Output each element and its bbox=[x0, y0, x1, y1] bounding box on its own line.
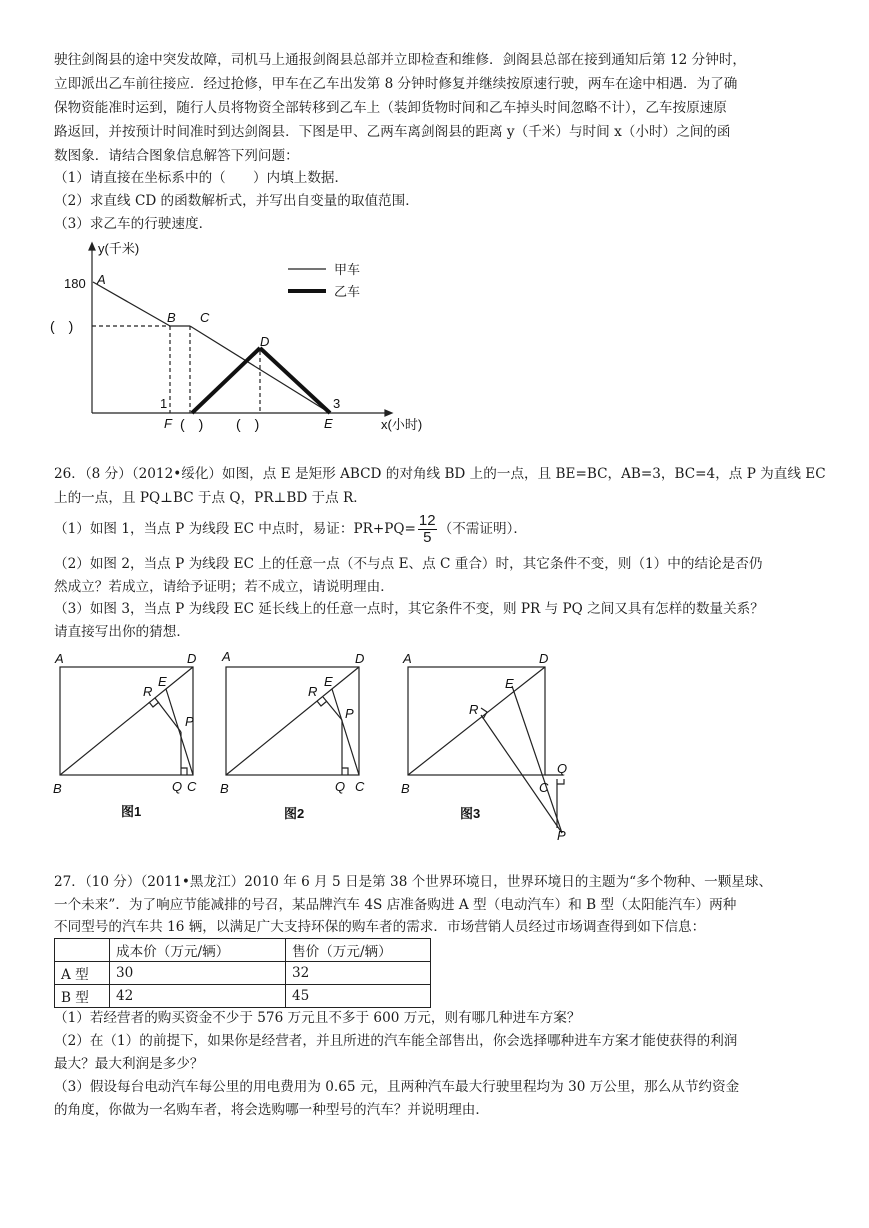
fig3-E: E bbox=[505, 676, 514, 691]
q26-sub-1 bbox=[54, 513, 824, 546]
q27-head-2: 一个未来”．为了响应节能减排的号召，某品牌汽车 4S 店准备购进 A 型（电动汽车）和 B 型（太阳能汽车）两种 bbox=[54, 897, 737, 913]
q25-line-5: 数图象．请结合图象信息解答下列问题： bbox=[54, 148, 299, 164]
blank-y: ( ) bbox=[50, 318, 74, 334]
fig2-diagonal-BD bbox=[226, 667, 359, 775]
price-table bbox=[54, 938, 431, 1008]
table-cell-cost: 30 bbox=[110, 962, 286, 985]
q25-line-3: 保物资能准时运到，随行人员将物资全部转移到乙车上（装卸货物时间和乙车掉头时间忽略不计），乙车按原速原 bbox=[54, 100, 727, 116]
table-header-cost: 成本价（万元/辆） bbox=[110, 939, 286, 962]
fig1-D: D bbox=[187, 651, 197, 666]
x-axis-label: x(小时) bbox=[381, 417, 423, 432]
fig3-P: P bbox=[557, 828, 566, 843]
q27-head-3: 不同型号的汽车共 16 辆，以满足广大支持环保的购车者的需求．市场营销人员经过市场调查得到如下信息： bbox=[54, 919, 706, 935]
fig2-B: B bbox=[220, 781, 229, 796]
yi-line-FD bbox=[192, 348, 260, 413]
q27-sub-2a: （2）在（1）的前提下，如果你是经营者，并且所进的汽车能全部售出，你会选择哪种进车方案才能使获得的利润 bbox=[54, 1033, 738, 1049]
fig2-line-EC bbox=[332, 689, 359, 775]
fig1-A: A bbox=[55, 651, 64, 666]
q26-sub-1-post: （不需证明）． bbox=[438, 521, 527, 537]
q25-line-4: 路返回，并按预计时间准时到达剑阁县．下图是甲、乙两车离剑阁县的距离 y（千米）与时间 x（小时）之间的函 bbox=[54, 124, 731, 140]
fig3-Q: Q bbox=[557, 761, 568, 776]
fig1-line-EC bbox=[166, 689, 193, 775]
blank-x-2: ( ) bbox=[236, 416, 260, 432]
table-cell-cost: 42 bbox=[110, 985, 286, 1008]
q27-sub-2b: 最大？最大利润是多少？ bbox=[54, 1056, 204, 1072]
fig3-R: R bbox=[469, 702, 479, 717]
fig3-B: B bbox=[401, 781, 410, 796]
point-A: A bbox=[97, 272, 106, 287]
q26-sub-3a: （3）如图 3，当点 P 为线段 EC 延长线上的任意一点时，其它条件不变，则 PR 与 PQ 之间又具有怎样的数量关系？ bbox=[54, 601, 764, 617]
fig1-line-PR bbox=[155, 698, 181, 732]
fig2-C: C bbox=[355, 779, 365, 794]
q26-figures bbox=[45, 648, 605, 843]
jia-line-AB bbox=[93, 282, 170, 326]
point-D: D bbox=[260, 334, 270, 349]
fig2-D: D bbox=[355, 651, 365, 666]
q26-head-2: 上的一点，且 PQ⊥BC 于点 Q，PR⊥BD 于点 R． bbox=[54, 490, 367, 506]
y-axis-label: y(千米) bbox=[98, 241, 140, 256]
q27-sub-3b: 的角度，你做为一名购车者，将会选购哪一种型号的汽车？并说明理由． bbox=[54, 1102, 489, 1118]
q25-line-1: 驶往剑阁县的途中突发故障，司机马上通报剑阁县总部并立即检查和维修．剑阁县总部在接到通知后第 12 分钟时， bbox=[54, 52, 747, 68]
fraction-denominator: 5 bbox=[423, 529, 432, 546]
blank-x-1: ( ) bbox=[180, 416, 204, 432]
fig2-R: R bbox=[308, 684, 318, 699]
q25-graph bbox=[40, 236, 460, 446]
fig2-P: P bbox=[345, 706, 354, 721]
q26-head-1: 26．（8 分）（2012•绥化）如图，点 E 是矩形 ABCD 的对角线 BD 上的一点，且 BE=BC，AB=3，BC=4，点 P 为直线 EC bbox=[54, 466, 826, 482]
label-1: 1 bbox=[160, 396, 168, 411]
q25-sub-3: （3）求乙车的行驶速度． bbox=[54, 216, 213, 232]
q26-sub-2a: （2）如图 2，当点 P 为线段 EC 上的任意一点（不与点 E、点 C 重合）时，其它条件不变，则（1）中的结论是否仍 bbox=[54, 556, 763, 572]
fig1-P: P bbox=[185, 714, 194, 729]
fig3-C: C bbox=[539, 780, 549, 795]
fig2-Q: Q bbox=[335, 779, 346, 794]
table-header-row bbox=[55, 939, 431, 962]
q25-sub-2: （2）求直线 CD 的函数解析式，并写出自变量的取值范围． bbox=[54, 193, 419, 209]
label-3: 3 bbox=[333, 396, 341, 411]
fig2-A: A bbox=[222, 649, 231, 664]
fraction-12-5 bbox=[418, 513, 437, 546]
q25-line-2: 立即派出乙车前往接应．经过抢修，甲车在乙车出发第 8 分钟时修复并继续按原速行驶，两车在途中相遇．为了确 bbox=[54, 76, 738, 92]
fig2-line-PR bbox=[323, 697, 342, 720]
fig1-caption: 图1 bbox=[121, 804, 142, 819]
tick-180: 180 bbox=[64, 276, 86, 291]
q27-head-1: 27．（10 分）（2011•黑龙江）2010 年 6 月 5 日是第 38 个世界环境日，世界环境日的主题为“多个物种、一颗星球、 bbox=[54, 874, 773, 890]
point-C: C bbox=[200, 310, 210, 325]
fig1-B: B bbox=[53, 781, 62, 796]
q26-sub-3b: 请直接写出你的猜想． bbox=[54, 624, 190, 640]
fig3-line-PR bbox=[481, 715, 562, 833]
table-cell-price: 32 bbox=[286, 962, 431, 985]
legend-jia: 甲车 bbox=[334, 262, 361, 277]
q26-sub-1-pre: （1）如图 1，当点 P 为线段 EC 中点时，易证：PR+PQ= bbox=[54, 521, 416, 537]
q27-sub-1: （1）若经营者的购买资金不少于 576 万元且不多于 600 万元，则有哪几种进车方案？ bbox=[54, 1010, 581, 1026]
q25-sub-1: （1）请直接在坐标系中的（ ）内填上数据． bbox=[54, 170, 349, 186]
fig3-caption: 图3 bbox=[460, 806, 481, 821]
table-row bbox=[55, 962, 431, 985]
fig2-caption: 图2 bbox=[284, 806, 305, 821]
fraction-numerator: 12 bbox=[418, 512, 436, 529]
table-row bbox=[55, 985, 431, 1008]
q26-sub-2b: 然成立？若成立，请给予证明；若不成立，请说明理由． bbox=[54, 579, 394, 595]
q27-sub-3a: （3）假设每台电动汽车每公里的用电费用为 0.65 元，且两种汽车最大行驶里程均为 30 万公里，那么从节约资金 bbox=[54, 1079, 740, 1095]
table-cell-type: A 型 bbox=[55, 962, 110, 985]
point-E: E bbox=[324, 416, 333, 431]
fig2-E: E bbox=[324, 674, 333, 689]
point-F: F bbox=[164, 416, 172, 431]
table-header-price: 售价（万元/辆） bbox=[286, 939, 431, 962]
fig3-A: A bbox=[403, 651, 412, 666]
fig1-C: C bbox=[187, 779, 197, 794]
fig3-line-EP bbox=[512, 686, 562, 833]
fig1-E: E bbox=[158, 674, 167, 689]
legend-yi: 乙车 bbox=[334, 284, 361, 299]
fig1-R: R bbox=[143, 684, 153, 699]
table-cell-type: B 型 bbox=[55, 985, 110, 1008]
fig3-D: D bbox=[539, 651, 549, 666]
fig1-Q: Q bbox=[172, 779, 183, 794]
table-header-empty bbox=[55, 939, 110, 962]
table-cell-price: 45 bbox=[286, 985, 431, 1008]
yi-line-DE bbox=[260, 348, 330, 413]
point-B: B bbox=[167, 310, 176, 325]
